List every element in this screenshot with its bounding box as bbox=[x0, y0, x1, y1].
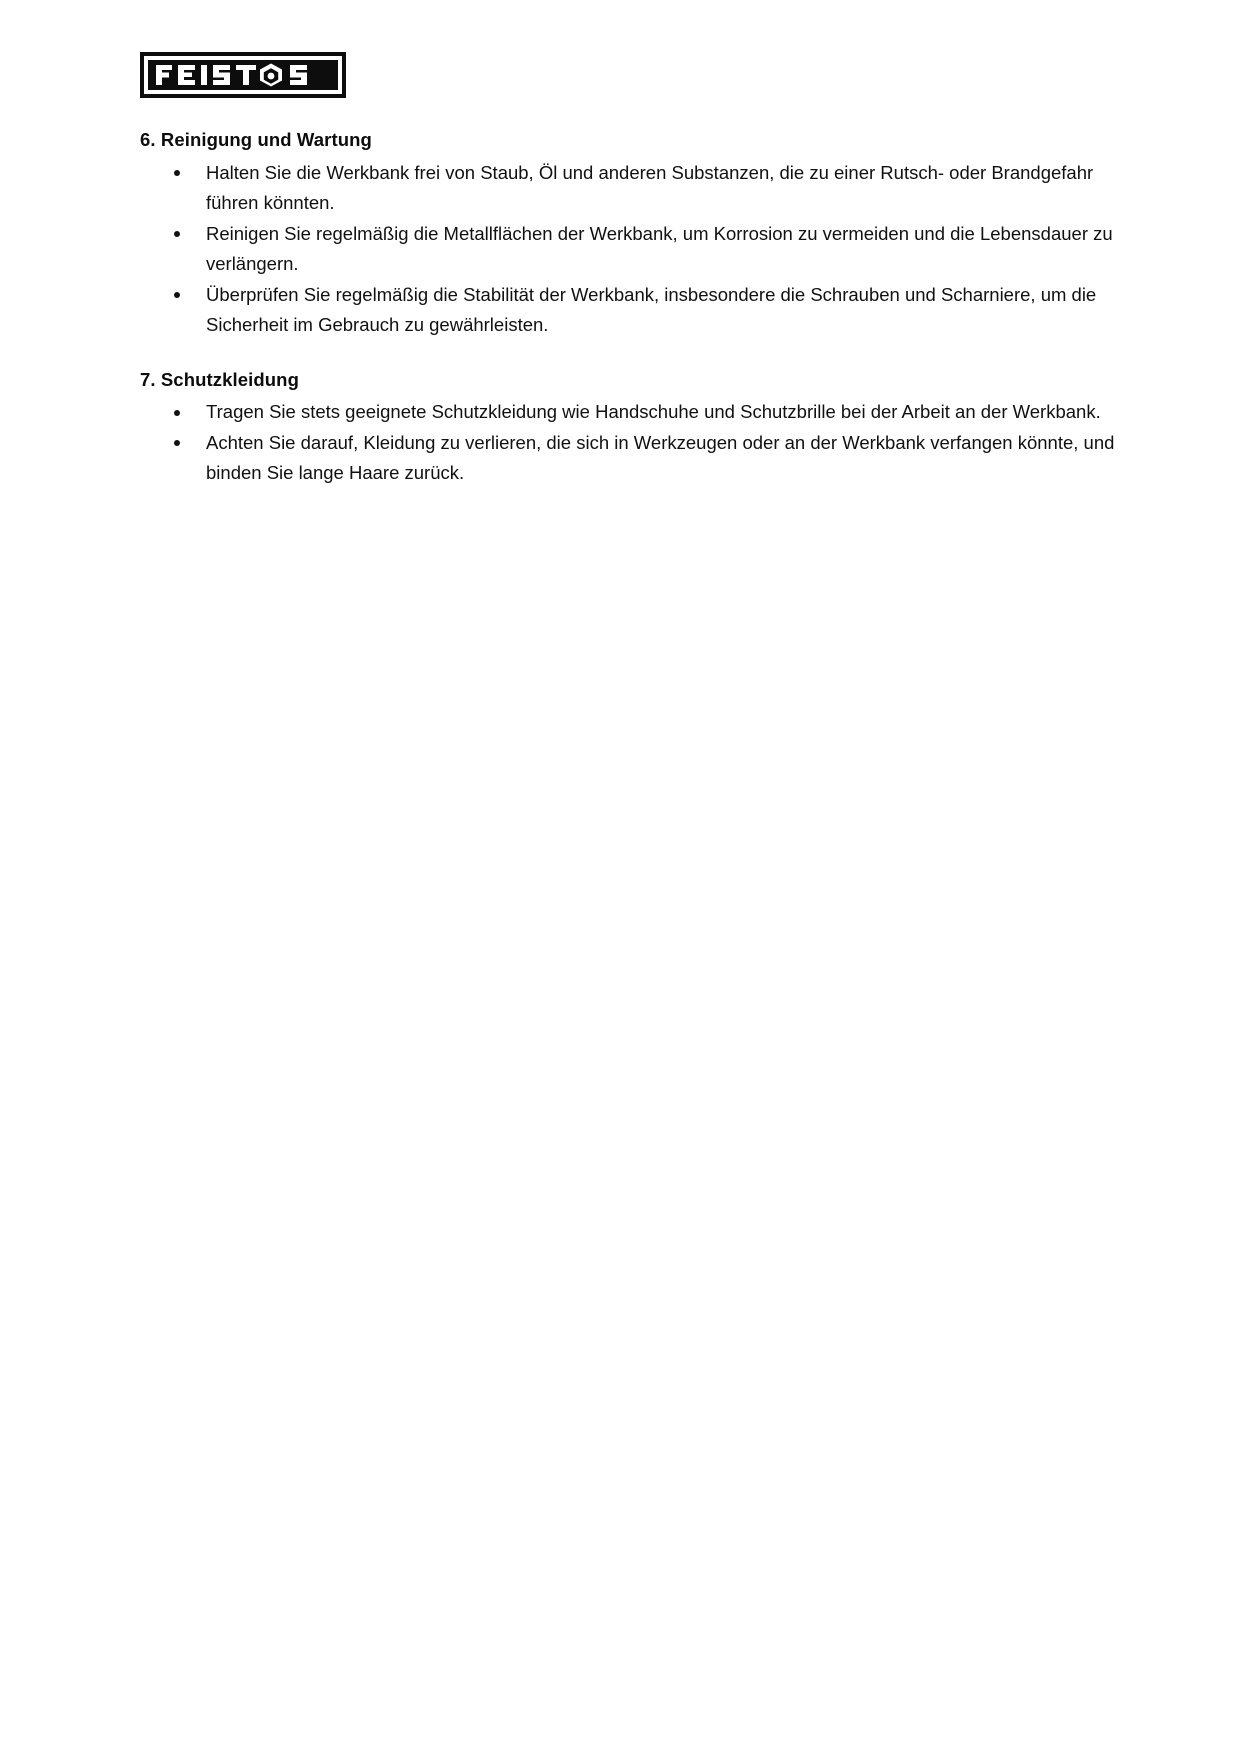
section-reinigung-und-wartung bbox=[140, 126, 1122, 340]
bullet-dot-icon bbox=[174, 170, 180, 176]
list-item-text: Überprüfen Sie regelmäßig die Stabilität der Werkbank, insbesondere die Schrauben und Scharniere, um die Sicherheit im Gebrauch zu gewährleisten. bbox=[206, 283, 1097, 335]
section-schutzkleidung bbox=[140, 366, 1122, 489]
bullet-dot-icon bbox=[174, 292, 180, 298]
list-item bbox=[140, 428, 1122, 488]
list-item bbox=[140, 397, 1122, 427]
section-heading: 6. Reinigung und Wartung bbox=[140, 129, 372, 150]
bullet-list bbox=[140, 397, 1122, 488]
list-item bbox=[140, 219, 1122, 279]
bullet-dot-icon bbox=[174, 231, 180, 237]
feistos-logo bbox=[140, 52, 346, 98]
bullet-dot-icon bbox=[174, 440, 180, 446]
list-item-text: Achten Sie darauf, Kleidung zu verlieren, die sich in Werkzeugen oder an der Werkbank verfangen könnte, und binden Sie lange Haare zurück. bbox=[206, 432, 1115, 484]
list-item-text: Halten Sie die Werkbank frei von Staub, Öl und anderen Substanzen, die zu einer Rutsch- oder Brandgefahr führen könnten. bbox=[206, 161, 1094, 213]
section-heading: 7. Schutzkleidung bbox=[140, 368, 299, 390]
list-item-text: Tragen Sie stets geeignete Schutzkleidung wie Handschuhe und Schutzbrille bei der Arbeit an der Werkbank. bbox=[206, 401, 1101, 423]
bullet-list bbox=[140, 158, 1122, 340]
list-item-text: Reinigen Sie regelmäßig die Metallflächen der Werkbank, um Korrosion zu vermeiden und die Lebensdauer zu verlängern. bbox=[206, 222, 1113, 274]
bullet-dot-icon bbox=[174, 410, 180, 416]
list-item bbox=[140, 280, 1122, 340]
list-item bbox=[140, 158, 1122, 218]
brand-logo-icon bbox=[140, 52, 346, 98]
